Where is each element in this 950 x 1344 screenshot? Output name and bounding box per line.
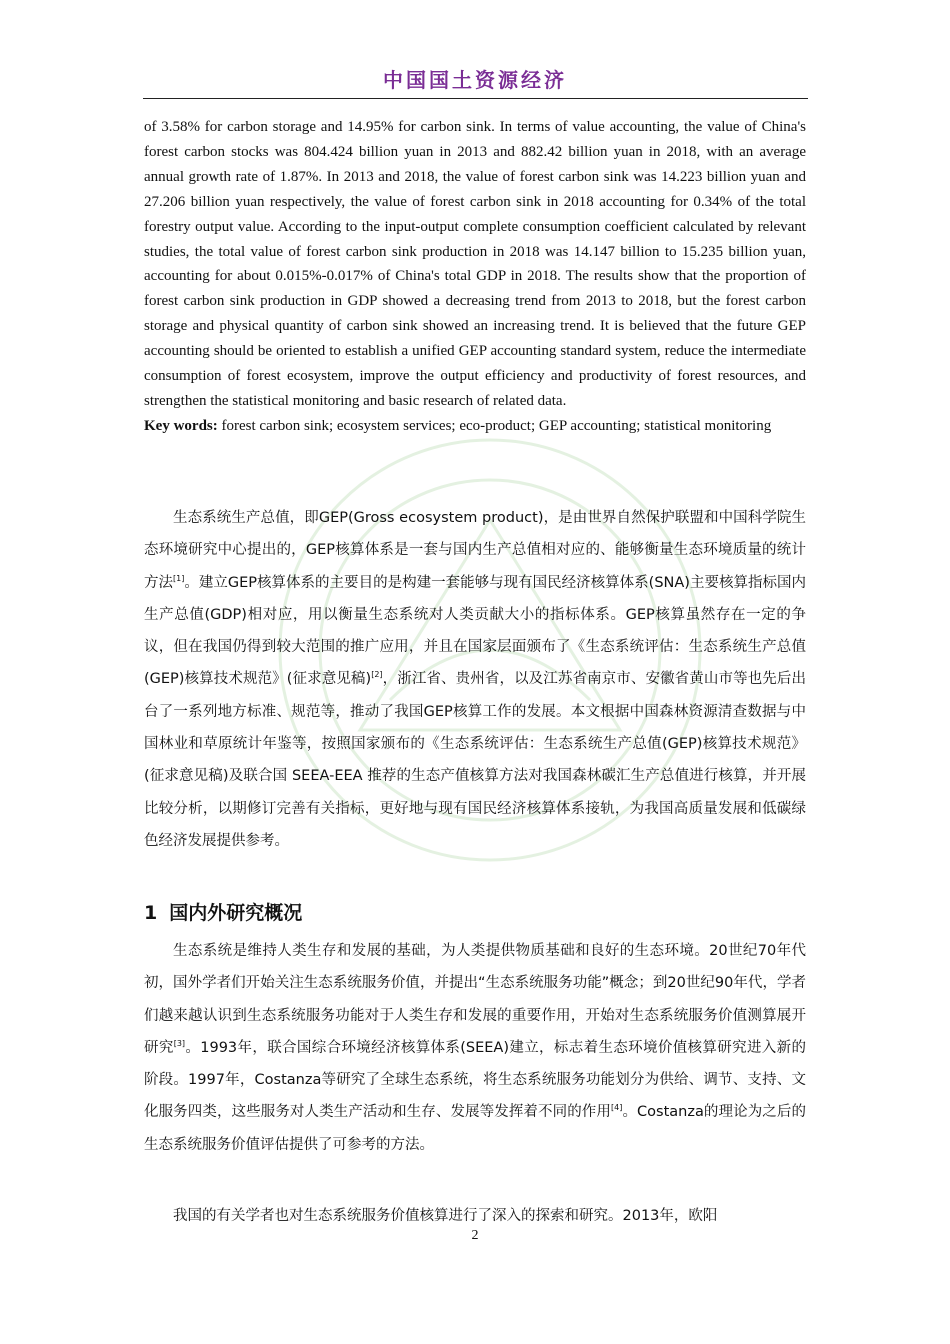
intro-text-2: 。建立GEP核算体系的主要目的是构建一套能够与现有国民经济核算体系(SNA)主要核算指标国内生产总值(GDP)相对应，用以衡量生态系统对人类贡献大小的指标体系。GEP核算虽然存在一定的争议，但在我国仍得到较大范围的推广应用，并且在国家层面颁布了《生态系统评估：生态系统生产总值(GEP)核算技术规范》(征求意见稿) xyxy=(144,574,806,688)
header-divider xyxy=(143,98,808,99)
keywords-label: Key words: xyxy=(144,417,218,434)
section1-paragraph-1 xyxy=(144,935,806,1161)
citation-3[interactable]: [3] xyxy=(173,1039,186,1049)
abstract-text: of 3.58% for carbon storage and 14.95% for carbon sink. In terms of value accounting, the value of China's forest carbon stocks was 804.424 billion yuan in 2013 and 882.42 billion yuan in 2018, with an average annual growth rate of 1.87%. In 2013 and 2018, the value of forest carbon sink was 14.223 billion yuan and 27.206 billion yuan respectively, the value of forest carbon sink in 2018 accounting for 0.34% of the total forestry output value. According to the input-output complete consumption coefficient calculated by relevant studies, the total value of forest carbon sink production in 2018 was 14.147 billion to 15.235 billion yuan, accounting for about 0.015%-0.017% of China's total GDP in 2018. The results show that the proportion of forest carbon sink production in GDP showed a decreasing trend from 2013 to 2018, but the forest carbon storage and physical quantity of carbon sink showed an increasing trend. It is believed that the future GEP accounting should be oriented to establish a unified GEP accounting standard system, reduce the intermediate consumption of forest ecosystem, improve the output efficiency and productivity of forest resources, and strengthen the statistical monitoring and basic research of related data. xyxy=(144,119,806,409)
intro-text-1: 生态系统生产总值，即GEP(Gross ecosystem product)，是由世界自然保护联盟和中国科学院生态环境研究中心提出的，GEP核算体系是一套与国内生产总值相对应的、能够衡量生态环境质量的统计方法 xyxy=(144,510,806,591)
s1-text-3: 。Costanza的理论为之后的生态系统服务价值评估提供了可参考的方法。 xyxy=(144,1104,806,1153)
citation-1[interactable]: [1] xyxy=(173,573,185,583)
abstract-block xyxy=(144,115,806,439)
section-number: 1 xyxy=(144,902,158,924)
citation-2[interactable]: [2] xyxy=(371,670,383,680)
section1-paragraph-2: 我国的有关学者也对生态系统服务价值核算进行了深入的探索和研究。2013年，欧阳 xyxy=(173,1208,718,1224)
intro-paragraph xyxy=(144,502,806,857)
s1-text-1: 生态系统是维持人类生存和发展的基础，为人类提供物质基础和良好的生态环境。20世纪70年代初，国外学者们开始关注生态系统服务价值，并提出“生态系统服务功能”概念；到20世纪90年代，学者们越来越认识到生态系统服务功能对于人类生存和发展的重要作用，开始对生态系统服务价值测算展开研究 xyxy=(144,943,806,1056)
section-heading xyxy=(144,898,302,925)
keywords-text: forest carbon sink; ecosystem services; eco-product; GEP accounting; statistical monitoring xyxy=(217,417,772,434)
section-title: 国内外研究概况 xyxy=(169,902,303,924)
citation-4[interactable]: [4] xyxy=(611,1103,623,1113)
intro-text-3: ，浙江省、贵州省，以及江苏省南京市、安徽省黄山市等也先后出台了一系列地方标准、规范等，推动了我国GEP核算工作的发展。本文根据中国森林资源清查数据与中国林业和草原统计年鉴等，按照国家颁布的《生态系统评估：生态系统生产总值(GEP)核算技术规范》(征求意见稿)及联合国 SEEA-EEA 推荐的生态产值核算方法对我国森林碳汇生产总值进行核算，并开展比较分析，以期修订完善有关指标，更好地与现有国民经济核算体系接轨，为我国高质量发展和低碳绿色经济发展提供参考。 xyxy=(144,671,806,849)
journal-title: 中国国土资源经济 xyxy=(383,68,567,92)
s1-text-2: 。1993年，联合国综合环境经济核算体系(SEEA)建立，标志着生态环境价值核算研究进入新的阶段。1997年，Costanza等研究了全球生态系统，将生态系统服务功能划分为供给、调节、支持、文化服务四类，这些服务对人类生产活动和生存、发展等发挥着不同的作用 xyxy=(144,1039,806,1121)
page-number: 2 xyxy=(471,1228,479,1243)
